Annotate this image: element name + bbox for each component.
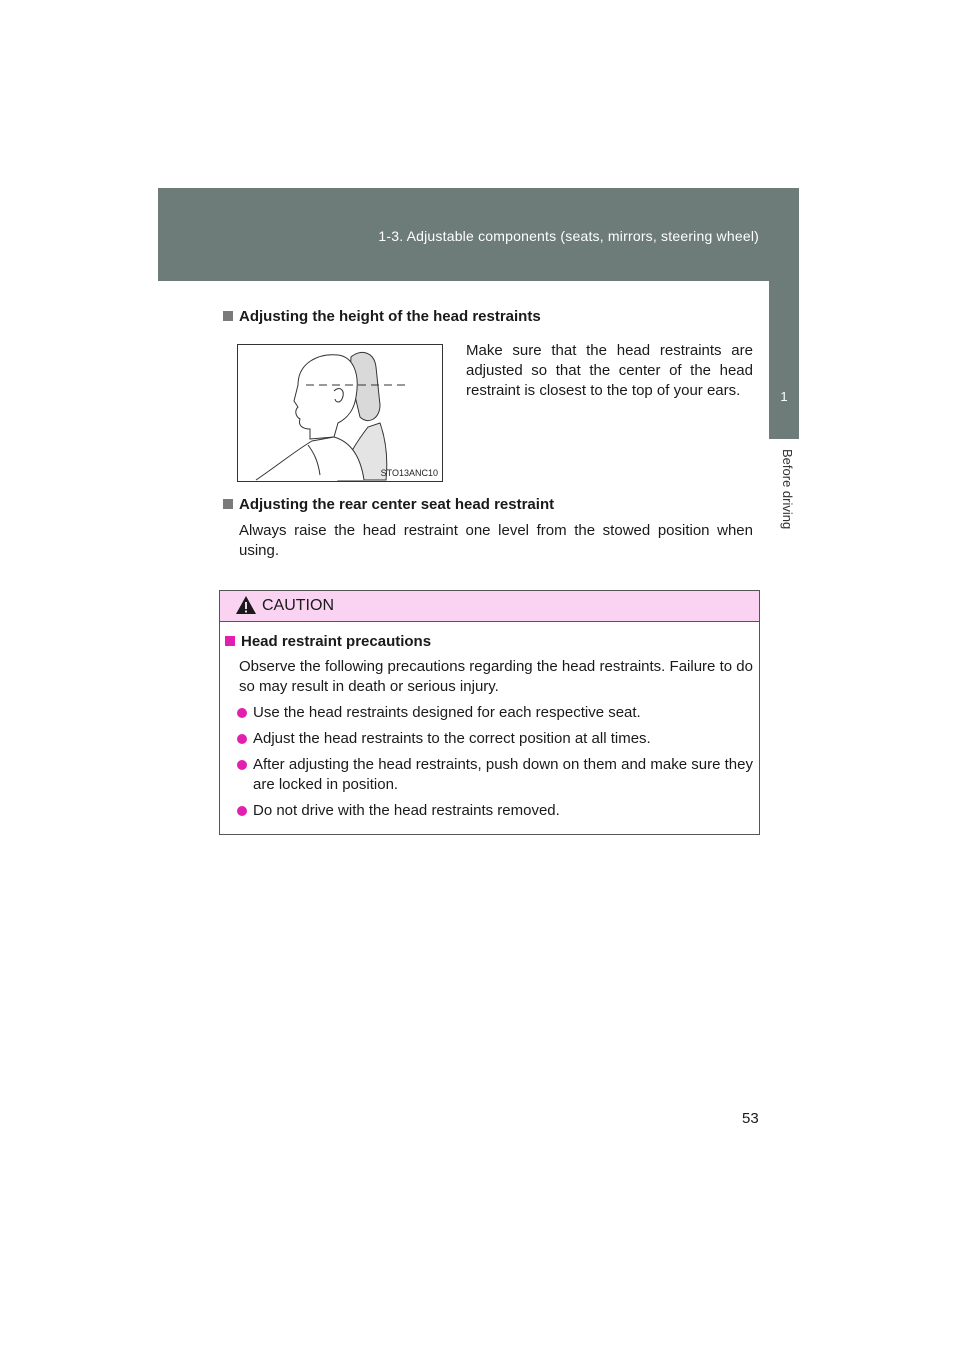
caution-heading-text: Head restraint precautions: [241, 633, 432, 650]
section2-heading: [223, 496, 554, 513]
section2-heading-text: Adjusting the rear center seat head restraint: [239, 496, 555, 513]
bullet-dot-icon: [237, 708, 247, 718]
section-title: 1-3. Adjustable components (seats, mirrors, steering wheel): [378, 228, 759, 244]
square-bullet-icon: [223, 499, 233, 509]
section1-heading-text: Adjusting the height of the head restraints: [239, 308, 541, 325]
page-header: [158, 188, 799, 281]
list-item: Use the head restraints designed for each respective seat.: [237, 703, 753, 723]
section1-text: Make sure that the head restraints are adjusted so that the center of the head restraint is closest to the top of your ears.: [466, 342, 753, 399]
warning-triangle-icon: [235, 595, 257, 615]
caution-list: [237, 703, 753, 827]
caution-heading: [225, 633, 431, 650]
caution-box: [219, 590, 760, 835]
chapter-tab: [769, 281, 799, 439]
chapter-number: 1: [780, 389, 788, 404]
list-item: Adjust the head restraints to the correct position at all times.: [237, 729, 753, 749]
caution-text: Observe the following precautions regarding the head restraints. Failure to do so may result in death or serious injury.: [239, 658, 753, 695]
section1-heading: [223, 308, 541, 325]
head-restraint-figure: [237, 344, 443, 482]
caution-header: [220, 591, 759, 622]
bullet-dot-icon: [237, 760, 247, 770]
chapter-label: Before driving: [780, 449, 795, 530]
section2-text: Always raise the head restraint one level from the stowed position when using.: [239, 522, 753, 559]
head-restraint-illustration-icon: [238, 345, 443, 482]
list-item: After adjusting the head restraints, push down on them and make sure they are locked in position.: [237, 755, 753, 795]
bullet-dot-icon: [237, 734, 247, 744]
list-item: Do not drive with the head restraints removed.: [237, 801, 753, 821]
bullet-dot-icon: [237, 806, 247, 816]
figure-code: STO13ANC10: [380, 468, 438, 478]
square-bullet-icon: [225, 636, 235, 646]
square-bullet-icon: [223, 311, 233, 321]
caution-title: CAUTION: [262, 597, 334, 614]
page-number: 53: [742, 1110, 759, 1127]
